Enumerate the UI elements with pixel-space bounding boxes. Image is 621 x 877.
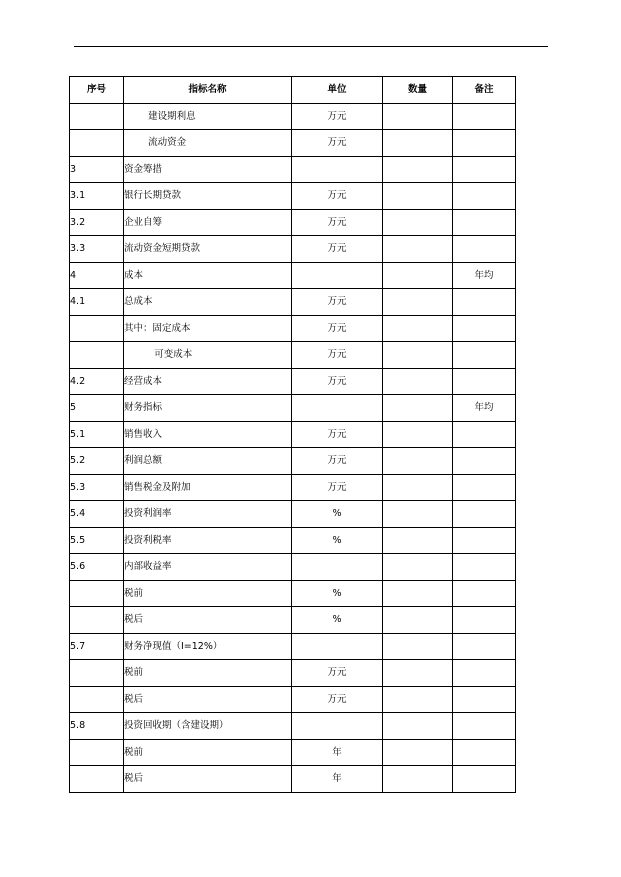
cell-seq: 5.2 <box>70 448 124 475</box>
table-row <box>70 607 516 634</box>
indicator-table <box>69 76 516 793</box>
cell-seq <box>70 103 124 130</box>
table-row <box>70 580 516 607</box>
cell-note <box>453 236 516 263</box>
cell-quantity <box>383 739 453 766</box>
cell-quantity <box>383 156 453 183</box>
cell-quantity <box>383 607 453 634</box>
cell-indicator-name: 成本 <box>124 262 292 289</box>
cell-unit: 万元 <box>292 315 383 342</box>
table-row <box>70 395 516 422</box>
cell-unit: 万元 <box>292 289 383 316</box>
table-row <box>70 713 516 740</box>
cell-quantity <box>383 395 453 422</box>
cell-note <box>453 554 516 581</box>
cell-indicator-name: 销售收入 <box>124 421 292 448</box>
cell-indicator-name: 税前 <box>124 739 292 766</box>
cell-seq <box>70 315 124 342</box>
cell-indicator-name: 可变成本 <box>124 342 292 369</box>
cell-quantity <box>383 103 453 130</box>
table-row <box>70 766 516 793</box>
cell-seq <box>70 580 124 607</box>
cell-seq <box>70 130 124 157</box>
cell-indicator-name: 其中：固定成本 <box>124 315 292 342</box>
cell-quantity <box>383 130 453 157</box>
cell-indicator-name: 税前 <box>124 580 292 607</box>
cell-seq: 5 <box>70 395 124 422</box>
cell-quantity <box>383 262 453 289</box>
cell-note <box>453 289 516 316</box>
cell-note <box>453 474 516 501</box>
cell-quantity <box>383 686 453 713</box>
cell-indicator-name: 企业自筹 <box>124 209 292 236</box>
cell-quantity <box>383 448 453 475</box>
cell-quantity <box>383 660 453 687</box>
cell-unit <box>292 713 383 740</box>
cell-unit <box>292 262 383 289</box>
cell-quantity <box>383 236 453 263</box>
cell-seq: 5.7 <box>70 633 124 660</box>
cell-seq: 5.1 <box>70 421 124 448</box>
cell-seq: 5.3 <box>70 474 124 501</box>
cell-note <box>453 130 516 157</box>
cell-indicator-name: 流动资金 <box>124 130 292 157</box>
cell-indicator-name: 税后 <box>124 686 292 713</box>
cell-indicator-name: 税后 <box>124 607 292 634</box>
cell-note <box>453 580 516 607</box>
cell-unit: 万元 <box>292 448 383 475</box>
cell-quantity <box>383 183 453 210</box>
cell-quantity <box>383 554 453 581</box>
cell-seq <box>70 766 124 793</box>
cell-quantity <box>383 580 453 607</box>
cell-indicator-name: 银行长期贷款 <box>124 183 292 210</box>
cell-unit: 万元 <box>292 421 383 448</box>
cell-indicator-name: 财务指标 <box>124 395 292 422</box>
table-row <box>70 474 516 501</box>
cell-note <box>453 633 516 660</box>
table-row <box>70 421 516 448</box>
cell-seq: 3.2 <box>70 209 124 236</box>
table-body <box>70 103 516 792</box>
cell-unit: 万元 <box>292 368 383 395</box>
cell-seq <box>70 342 124 369</box>
cell-unit: 万元 <box>292 236 383 263</box>
cell-seq: 5.5 <box>70 527 124 554</box>
cell-note <box>453 156 516 183</box>
cell-seq <box>70 686 124 713</box>
cell-seq: 3.1 <box>70 183 124 210</box>
cell-unit <box>292 554 383 581</box>
cell-quantity <box>383 421 453 448</box>
cell-note <box>453 713 516 740</box>
cell-unit: 万元 <box>292 209 383 236</box>
cell-note <box>453 315 516 342</box>
cell-unit <box>292 633 383 660</box>
cell-note <box>453 448 516 475</box>
cell-unit: 年 <box>292 739 383 766</box>
table-row <box>70 209 516 236</box>
table-row <box>70 183 516 210</box>
cell-note: 年均 <box>453 395 516 422</box>
cell-unit: % <box>292 580 383 607</box>
cell-quantity <box>383 501 453 528</box>
cell-unit <box>292 395 383 422</box>
cell-indicator-name: 经营成本 <box>124 368 292 395</box>
cell-indicator-name: 税后 <box>124 766 292 793</box>
cell-quantity <box>383 368 453 395</box>
cell-indicator-name: 总成本 <box>124 289 292 316</box>
cell-indicator-name: 资金筹措 <box>124 156 292 183</box>
cell-unit: 年 <box>292 766 383 793</box>
table-row <box>70 527 516 554</box>
cell-unit: % <box>292 607 383 634</box>
cell-note <box>453 766 516 793</box>
cell-note <box>453 368 516 395</box>
column-header-seq: 序号 <box>70 77 124 104</box>
column-header-name: 指标名称 <box>124 77 292 104</box>
cell-seq: 4 <box>70 262 124 289</box>
table-row <box>70 130 516 157</box>
cell-seq: 5.8 <box>70 713 124 740</box>
cell-indicator-name: 投资利润率 <box>124 501 292 528</box>
cell-unit: 万元 <box>292 474 383 501</box>
table-row <box>70 289 516 316</box>
table-row <box>70 103 516 130</box>
table-row <box>70 660 516 687</box>
table-row <box>70 739 516 766</box>
cell-note <box>453 607 516 634</box>
table-row <box>70 501 516 528</box>
cell-quantity <box>383 766 453 793</box>
table-row <box>70 686 516 713</box>
cell-unit: 万元 <box>292 660 383 687</box>
cell-note <box>453 342 516 369</box>
column-header-qty: 数量 <box>383 77 453 104</box>
cell-note: 年均 <box>453 262 516 289</box>
cell-note <box>453 739 516 766</box>
cell-unit: % <box>292 527 383 554</box>
table-row <box>70 342 516 369</box>
cell-unit <box>292 156 383 183</box>
table-row <box>70 368 516 395</box>
cell-unit: 万元 <box>292 686 383 713</box>
cell-quantity <box>383 713 453 740</box>
table-row <box>70 448 516 475</box>
cell-indicator-name: 内部收益率 <box>124 554 292 581</box>
cell-note <box>453 501 516 528</box>
cell-quantity <box>383 474 453 501</box>
cell-note <box>453 103 516 130</box>
cell-unit: 万元 <box>292 183 383 210</box>
cell-seq: 4.1 <box>70 289 124 316</box>
table-row <box>70 633 516 660</box>
table-row <box>70 315 516 342</box>
table-row <box>70 262 516 289</box>
cell-seq <box>70 607 124 634</box>
cell-note <box>453 686 516 713</box>
header-rule <box>74 46 548 47</box>
cell-note <box>453 421 516 448</box>
table-row <box>70 156 516 183</box>
cell-unit: % <box>292 501 383 528</box>
cell-indicator-name: 财务净现值（I=12%） <box>124 633 292 660</box>
cell-quantity <box>383 289 453 316</box>
cell-seq: 5.4 <box>70 501 124 528</box>
cell-indicator-name: 税前 <box>124 660 292 687</box>
table-row <box>70 554 516 581</box>
cell-quantity <box>383 315 453 342</box>
cell-indicator-name: 流动资金短期贷款 <box>124 236 292 263</box>
column-header-unit: 单位 <box>292 77 383 104</box>
cell-seq <box>70 739 124 766</box>
cell-indicator-name: 投资回收期（含建设期） <box>124 713 292 740</box>
cell-seq: 3.3 <box>70 236 124 263</box>
cell-indicator-name: 建设期利息 <box>124 103 292 130</box>
cell-unit: 万元 <box>292 342 383 369</box>
cell-seq: 4.2 <box>70 368 124 395</box>
cell-quantity <box>383 633 453 660</box>
cell-unit: 万元 <box>292 103 383 130</box>
cell-quantity <box>383 527 453 554</box>
table-row <box>70 236 516 263</box>
cell-unit: 万元 <box>292 130 383 157</box>
cell-indicator-name: 销售税金及附加 <box>124 474 292 501</box>
cell-seq <box>70 660 124 687</box>
cell-note <box>453 183 516 210</box>
cell-seq: 5.6 <box>70 554 124 581</box>
cell-seq: 3 <box>70 156 124 183</box>
cell-indicator-name: 投资利税率 <box>124 527 292 554</box>
cell-note <box>453 527 516 554</box>
cell-note <box>453 209 516 236</box>
cell-note <box>453 660 516 687</box>
column-header-note: 备注 <box>453 77 516 104</box>
table-header-row <box>70 77 516 104</box>
cell-quantity <box>383 209 453 236</box>
cell-quantity <box>383 342 453 369</box>
cell-indicator-name: 利润总额 <box>124 448 292 475</box>
